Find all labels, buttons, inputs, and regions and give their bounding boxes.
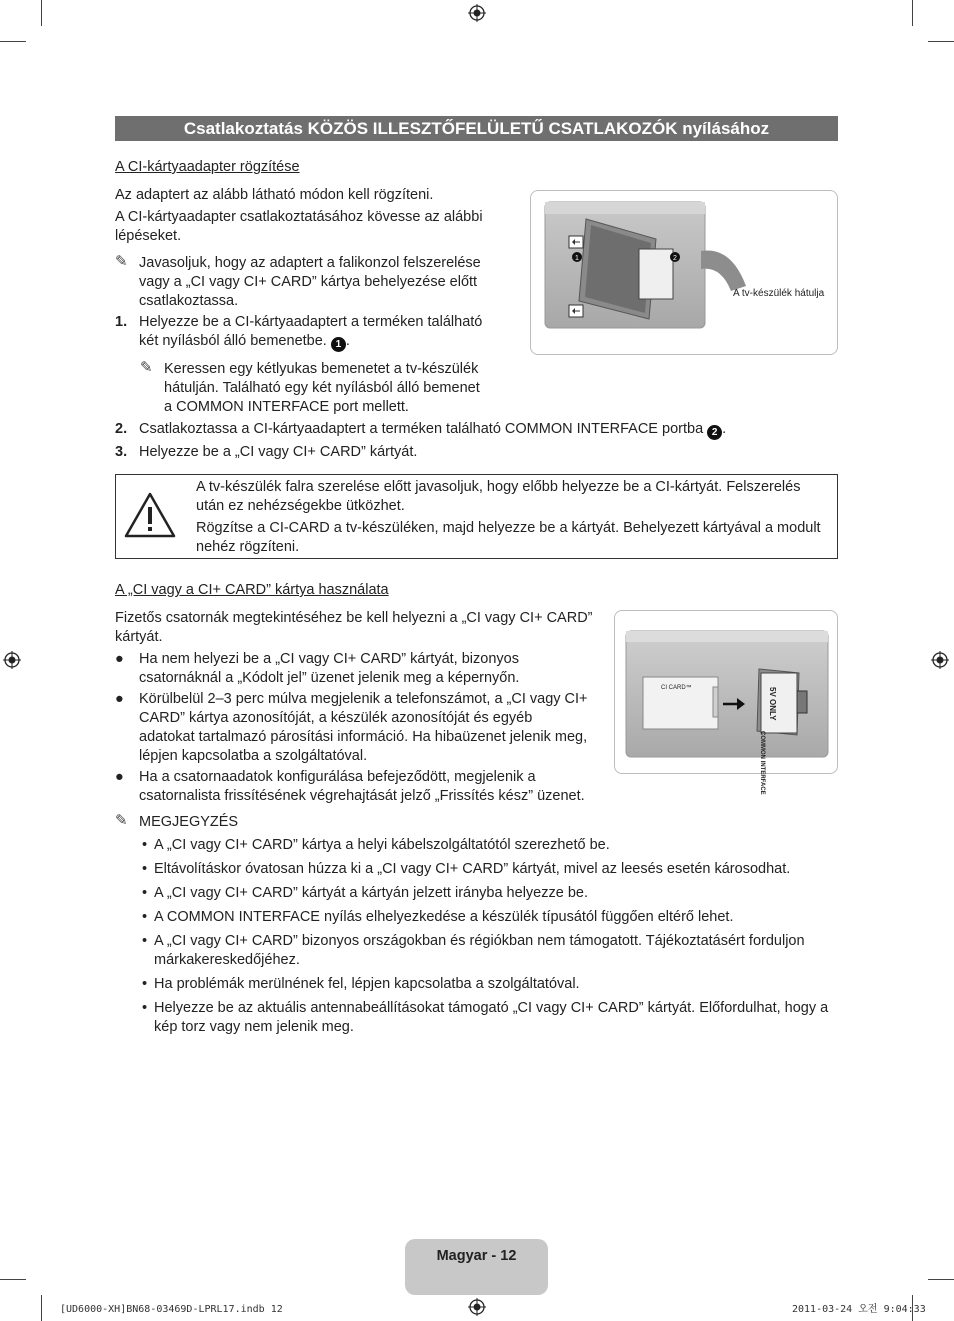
figure-caption: A tv-készülék hátulja xyxy=(733,288,825,299)
marker-2-icon: 2 xyxy=(707,425,722,440)
crop-mark xyxy=(928,1279,954,1280)
step-text: Helyezze be a „CI vagy CI+ CARD” kártyát. xyxy=(139,444,418,460)
list-item: Ha nem helyezi be a „CI vagy CI+ CARD” kártyát, bizonyos csatornáknál a „Kódolt jel” üzenet jelenik meg a képernyőn. xyxy=(139,651,520,686)
list-item: Ha a csatornaadatok konfigurálása befejeződött, megjelenik a csatornalista frissítésének végrehajtását jelző „Frissítés kész” üzenet. xyxy=(139,769,585,804)
bullet-icon: • xyxy=(142,1000,148,1016)
step-1: Helyezze be a CI-kártyaadaptert a terméken található két nyílásból álló bemenetbe. 1 . xyxy=(139,314,483,350)
step-number: 1. xyxy=(115,314,128,330)
note-text: port mellett. xyxy=(333,399,409,415)
list-item: A „CI vagy CI+ CARD” kártyát a kártyán jelzett irányba helyezze be. xyxy=(154,885,588,901)
card-label: CI CARD™ xyxy=(661,685,692,691)
crop-mark xyxy=(41,0,42,26)
crop-mark xyxy=(928,41,954,42)
voltage-label: 5V ONLY xyxy=(768,687,777,721)
bullet-icon: ● xyxy=(115,691,124,707)
file-slug: [UD6000-XH]BN68-03469D-LPRL17.indb 12 xyxy=(60,1304,283,1315)
section-heading-adapter: A CI-kártyaadapter rögzítése xyxy=(115,159,300,175)
page-number: Magyar - 12 xyxy=(405,1239,548,1295)
bullet-icon: • xyxy=(142,837,148,853)
crop-mark xyxy=(41,1295,42,1321)
pencil-note-icon: ✎ xyxy=(140,359,153,376)
list-item xyxy=(154,908,838,927)
step-2: Csatlakoztassa a CI-kártyaadaptert a terméken található COMMON INTERFACE portba 2 . xyxy=(139,421,727,438)
keyword-common-interface: COMMON INTERFACE xyxy=(166,909,320,925)
print-stamp: 2011-03-24 오전 9:04:33 xyxy=(792,1304,926,1315)
note-text-2 xyxy=(164,360,488,417)
card-insert-illustration xyxy=(615,611,837,773)
page-title: Csatlakoztatás KÖZÖS ILLESZTŐFELÜLETŰ CSATLAKOZÓK nyílásához xyxy=(115,116,838,141)
paragraph: Az adaptert az alább látható módon kell rögzíteni. xyxy=(115,187,434,203)
step-text: Csatlakoztassa a CI-kártyaadaptert a terméken található xyxy=(139,421,501,437)
bullet-icon: ● xyxy=(115,651,124,667)
registration-mark-icon xyxy=(468,4,486,22)
marker-1-icon: 1 xyxy=(331,337,346,352)
warning-icon xyxy=(124,491,176,539)
bullet-icon: • xyxy=(142,861,148,877)
list-item: Körülbelül 2–3 perc múlva megjelenik a telefonszámot, a „CI vagy CI+ CARD” kártya azonosítóját, a készülék azonosítóját és egyéb adatokat tartalmazó párosítási információ. Ha hibaüzenet jelenik meg, lépjen kapcsolatba a szolgáltatóval. xyxy=(139,691,588,764)
bullet-icon: • xyxy=(142,976,148,992)
step-text: portba xyxy=(662,421,704,437)
svg-text:2: 2 xyxy=(673,255,677,262)
caution-box xyxy=(115,474,838,559)
caution-text: Rögzítse a CI-CARD a tv-készüléken, majd helyezze be a kártyát. Behelyezett kártyával a modult nehéz rögzíteni. xyxy=(196,520,821,555)
figure-adapter xyxy=(530,190,838,355)
pencil-note-icon: ✎ xyxy=(115,253,128,270)
step-number: 2. xyxy=(115,421,128,437)
list-item: A „CI vagy CI+ CARD” bizonyos országokban és régiókban nem támogatott. Tájékoztatásért forduljon márkakereskedőjéhez. xyxy=(154,933,805,968)
registration-mark-icon xyxy=(468,1298,486,1316)
list-item: Ha problémák merülnének fel, lépjen kapcsolatba a szolgáltatóval. xyxy=(154,976,580,992)
list-item: A „CI vagy CI+ CARD” kártya a helyi kábelszolgáltatótól szerezhető be. xyxy=(154,837,610,853)
svg-text:1: 1 xyxy=(575,255,579,262)
step-number: 3. xyxy=(115,444,128,460)
paragraph: Fizetős csatornák megtekintéséhez be kell helyezni a „CI vagy CI+ CARD” kártyát. xyxy=(115,610,593,645)
paragraph: A CI-kártyaadapter csatlakoztatásához kövesse az alábbi lépéseket. xyxy=(115,209,483,244)
adapter-illustration xyxy=(531,191,837,354)
note-text: nyílás elhelyezkedése a készülék típusától függően eltérő lehet. xyxy=(324,909,734,925)
caution-text: A tv-készülék falra szerelése előtt javasoljuk, hogy előbb helyezze be a CI-kártyát. Felszerelés után ez nehézségekbe ütközhet. xyxy=(196,479,801,514)
section-heading-card-usage: A „CI vagy a CI+ CARD” kártya használata xyxy=(115,582,389,598)
list-item: Eltávolításkor óvatosan húzza ki a „CI vagy CI+ CARD” kártyát, mivel az leesés esetén károsodhat. xyxy=(154,861,791,877)
registration-mark-icon xyxy=(3,651,21,669)
bullet-icon: • xyxy=(142,885,148,901)
keyword-common-interface: COMMON INTERFACE xyxy=(176,399,330,415)
bullet-icon: • xyxy=(142,909,148,925)
bullet-icon: • xyxy=(142,933,148,949)
crop-mark xyxy=(0,1279,26,1280)
registration-mark-icon xyxy=(931,651,949,669)
slot-label: COMMON INTERFACE xyxy=(759,731,765,795)
step-text: Helyezze be a CI-kártyaadaptert a terméken található két nyílásból álló bemenetbe. xyxy=(139,314,483,349)
note-label: MEGJEGYZÉS xyxy=(139,814,239,830)
note-text: Javasoljuk, hogy az adaptert a falikonzol felszerelése vagy a „CI vagy CI+ CARD” kártya behelyezése előtt csatlakoztassa. xyxy=(139,255,481,309)
crop-mark xyxy=(0,41,26,42)
note-text: A xyxy=(154,909,163,925)
keyword-common-interface: COMMON INTERFACE xyxy=(504,421,658,437)
list-item: Helyezze be az aktuális antennabeállításokat támogató „CI vagy CI+ CARD” kártyát. Előfordulhat, hogy a kép torz vagy nem jelenik meg. xyxy=(154,1000,829,1035)
bullet-icon: ● xyxy=(115,769,124,785)
figure-card-insert xyxy=(614,610,838,795)
pencil-note-icon: ✎ xyxy=(115,812,128,829)
crop-mark xyxy=(912,0,913,26)
note-text: Keressen egy kétlyukas bemenetet a tv-készülék hátulján. Található egy két nyílásból álló bemenet a xyxy=(164,361,480,415)
